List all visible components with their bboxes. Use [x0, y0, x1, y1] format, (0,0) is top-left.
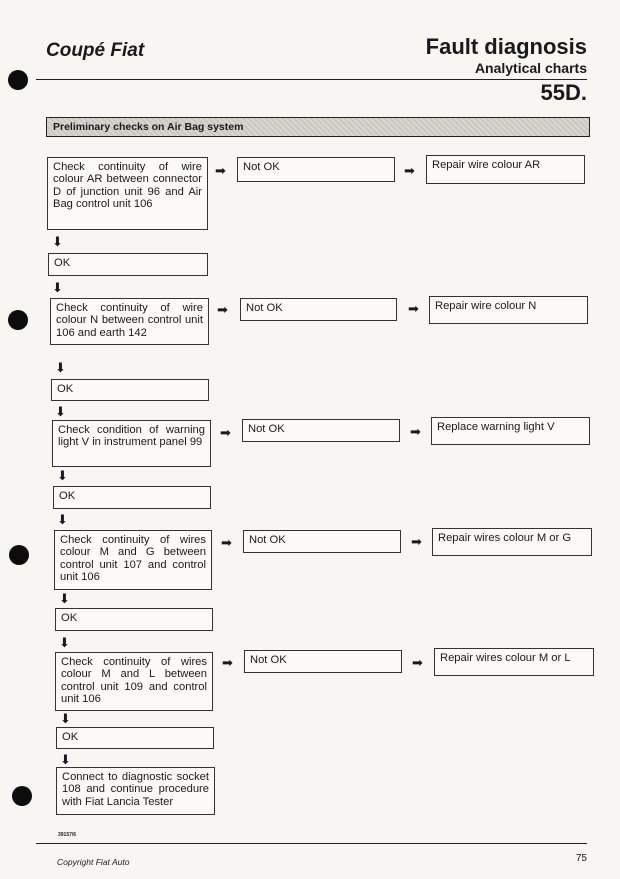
- page-number: 75: [575, 853, 587, 864]
- brand-name: Coupé Fiat: [46, 40, 145, 61]
- binder-hole-3: [9, 545, 29, 565]
- action-box-2: Repair wire colour N: [429, 296, 588, 324]
- arrow-down-icon: ⬇: [52, 280, 63, 295]
- page-subtitle: Analytical charts: [474, 60, 587, 76]
- arrow-down-icon: ⬇: [57, 468, 68, 483]
- arrow-right-icon: ➡: [411, 534, 422, 549]
- arrow-right-icon: ➡: [410, 424, 421, 439]
- final-step-box: Connect to diagnostic socket 108 and continue procedure with Fiat Lancia Tester: [56, 767, 215, 815]
- arrow-down-icon: ⬇: [60, 752, 71, 767]
- page-title: Fault diagnosis: [425, 34, 587, 59]
- ok-box-1: OK: [48, 253, 208, 276]
- arrow-down-icon: ⬇: [59, 635, 70, 650]
- not-ok-box-2: Not OK: [240, 298, 397, 321]
- header-rule: [36, 79, 587, 80]
- action-box-5: Repair wires colour M or L: [434, 648, 594, 676]
- arrow-right-icon: ➡: [404, 163, 415, 178]
- arrow-down-icon: ⬇: [55, 360, 66, 375]
- ok-box-3: OK: [53, 486, 211, 509]
- action-box-1: Repair wire colour AR: [426, 155, 585, 184]
- ok-box-2: OK: [51, 379, 209, 401]
- check-box-2: Check continuity of wire colour N between control unit 106 and earth 142: [50, 298, 209, 345]
- copyright: Copyright Fiat Auto: [57, 857, 130, 867]
- section-code: 55D.: [540, 80, 587, 105]
- arrow-right-icon: ➡: [408, 301, 419, 316]
- arrow-right-icon: ➡: [220, 425, 231, 440]
- arrow-down-icon: ⬇: [55, 404, 66, 419]
- binder-hole-1: [8, 70, 28, 90]
- arrow-right-icon: ➡: [412, 655, 423, 670]
- arrow-down-icon: ⬇: [60, 711, 71, 726]
- check-box-1: Check continuity of wire colour AR between connector D of junction unit 96 and Air Bag control unit 106: [47, 157, 208, 230]
- binder-hole-4: [12, 786, 32, 806]
- ok-box-5: OK: [56, 727, 214, 749]
- not-ok-box-4: Not OK: [243, 530, 401, 553]
- not-ok-box-5: Not OK: [244, 650, 402, 673]
- arrow-right-icon: ➡: [217, 302, 228, 317]
- binder-hole-2: [8, 310, 28, 330]
- arrow-down-icon: ⬇: [59, 591, 70, 606]
- section-banner: Preliminary checks on Air Bag system: [46, 117, 590, 137]
- arrow-right-icon: ➡: [215, 163, 226, 178]
- arrow-down-icon: ⬇: [57, 512, 68, 527]
- not-ok-box-3: Not OK: [242, 419, 400, 442]
- not-ok-box-1: Not OK: [237, 157, 395, 182]
- check-box-5: Check continuity of wires colour M and L between control unit 109 and control unit 106: [55, 652, 213, 711]
- action-box-3: Replace warning light V: [431, 417, 590, 445]
- figure-code: 39157/6: [58, 832, 77, 838]
- arrow-right-icon: ➡: [222, 655, 233, 670]
- footer-rule: [36, 843, 587, 844]
- action-box-4: Repair wires colour M or G: [432, 528, 592, 556]
- arrow-down-icon: ⬇: [52, 234, 63, 249]
- check-box-3: Check condition of warning light V in instrument panel 99: [52, 420, 211, 467]
- check-box-4: Check continuity of wires colour M and G between control unit 107 and control unit 106: [54, 530, 212, 590]
- ok-box-4: OK: [55, 608, 213, 631]
- arrow-right-icon: ➡: [221, 535, 232, 550]
